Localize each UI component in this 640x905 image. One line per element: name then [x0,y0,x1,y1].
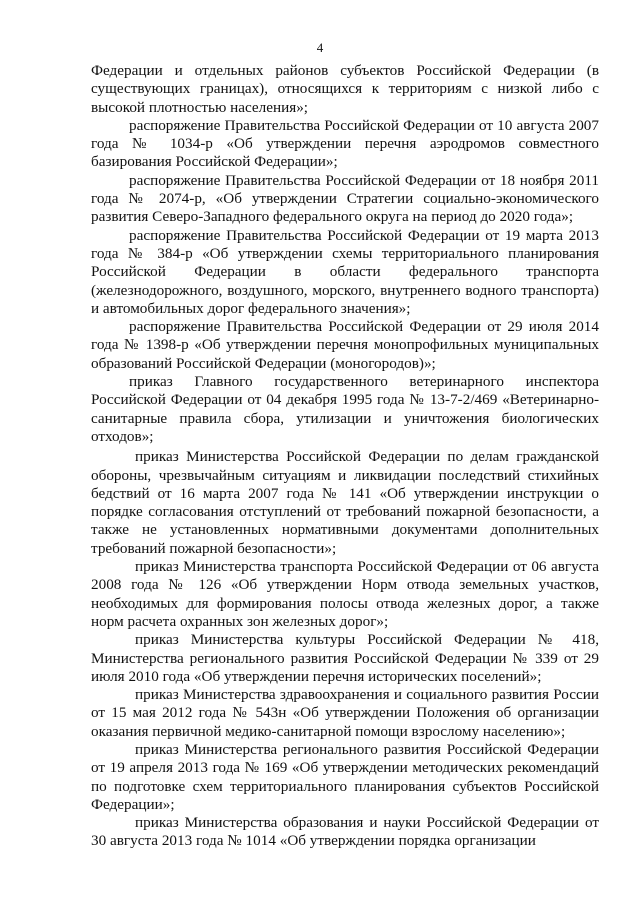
paragraph-territorial-planning-guidelines: приказ Министерства регионального развития Российской Федерации от 19 апреля 2013 года № 169 «Об утверждении методических рекомендаций по подготовке схем территориального планирования субъектов Российской Федерации»; [91,740,599,813]
paragraph-monotowns-list: распоряжение Правительства Российской Федерации от 29 июля 2014 года № 1398-р «Об утверждении перечня монопрофильных муниципальных образований Российской Федерации (моногородов)»; [91,318,599,372]
paragraph-education-order: приказ Министерства образования и науки Российской Федерации от 30 августа 2013 года № 1014 «Об утверждении порядка организации [91,814,599,850]
paragraph-primary-care-regulation: приказ Министерства здравоохранения и социального развития России от 15 мая 2012 года № 543н «Об утверждении Положения об организации оказания первичной медико-санитарной помощи взрослому населению»; [91,686,599,740]
paragraph-fire-safety-instruction: приказ Министерства Российской Федерации по делам гражданской обороны, чрезвычайным ситуациям и ликвидации последствий стихийных бедствий от 16 марта 2007 года № 141 «Об утверждении инструкции о порядке согласования отступлений от требований пожарной безопасности, а также не установленных нормативными документами дополнительных требований пожарной безопасности»; [91,448,599,557]
paragraph-northwest-strategy: распоряжение Правительства Российской Федерации от 18 ноября 2011 года № 2074-р, «Об утверждении Стратегии социально-экономического развития Северо-Западного федерального округа на период до 2020 года»; [91,171,599,226]
paragraph-continuation: Федерации и отдельных районов субъектов Российской Федерации (в существующих границах), относящихся к территориям с низкой либо с высокой плотностью населения»; [91,62,599,116]
paragraph-transport-planning-scheme: распоряжение Правительства Российской Федерации от 19 марта 2013 года № 384-р «Об утверждении схемы территориального планирования Российской Федерации в области федерального транспорта (железнодорожного, воздушного, морского, внутреннего водного транспорта) и автомобильных дорог федерального значения»; [91,226,599,317]
document-body [91,62,599,851]
page-number: 4 [316,40,324,55]
paragraph-veterinary-rules: приказ Главного государственного ветеринарного инспектора Российской Федерации от 04 декабря 1995 года № 13-7-2/469 «Ветеринарно-санитарные правила сбора, утилизации и уничтожения биологических отходов»; [91,373,599,445]
paragraph-railway-land-norms: приказ Министерства транспорта Российской Федерации от 06 августа 2008 года № 126 «Об утверждении Норм отвода земельных участков, необходимых для формирования полосы отвода железных дорог, а также норм расчета охранных зон железных дорог»; [91,558,599,630]
paragraph-airfields-order: распоряжение Правительства Российской Федерации от 10 августа 2007 года № 1034-р «Об утверждении перечня аэродромов совместного базирования Российской Федерации»; [91,116,599,171]
paragraph-historic-settlements: приказ Министерства культуры Российской Федерации № 418, Министерства регионального развития Российской Федерации № 339 от 29 июля 2010 года «Об утверждении перечня исторических поселений»; [91,631,599,685]
